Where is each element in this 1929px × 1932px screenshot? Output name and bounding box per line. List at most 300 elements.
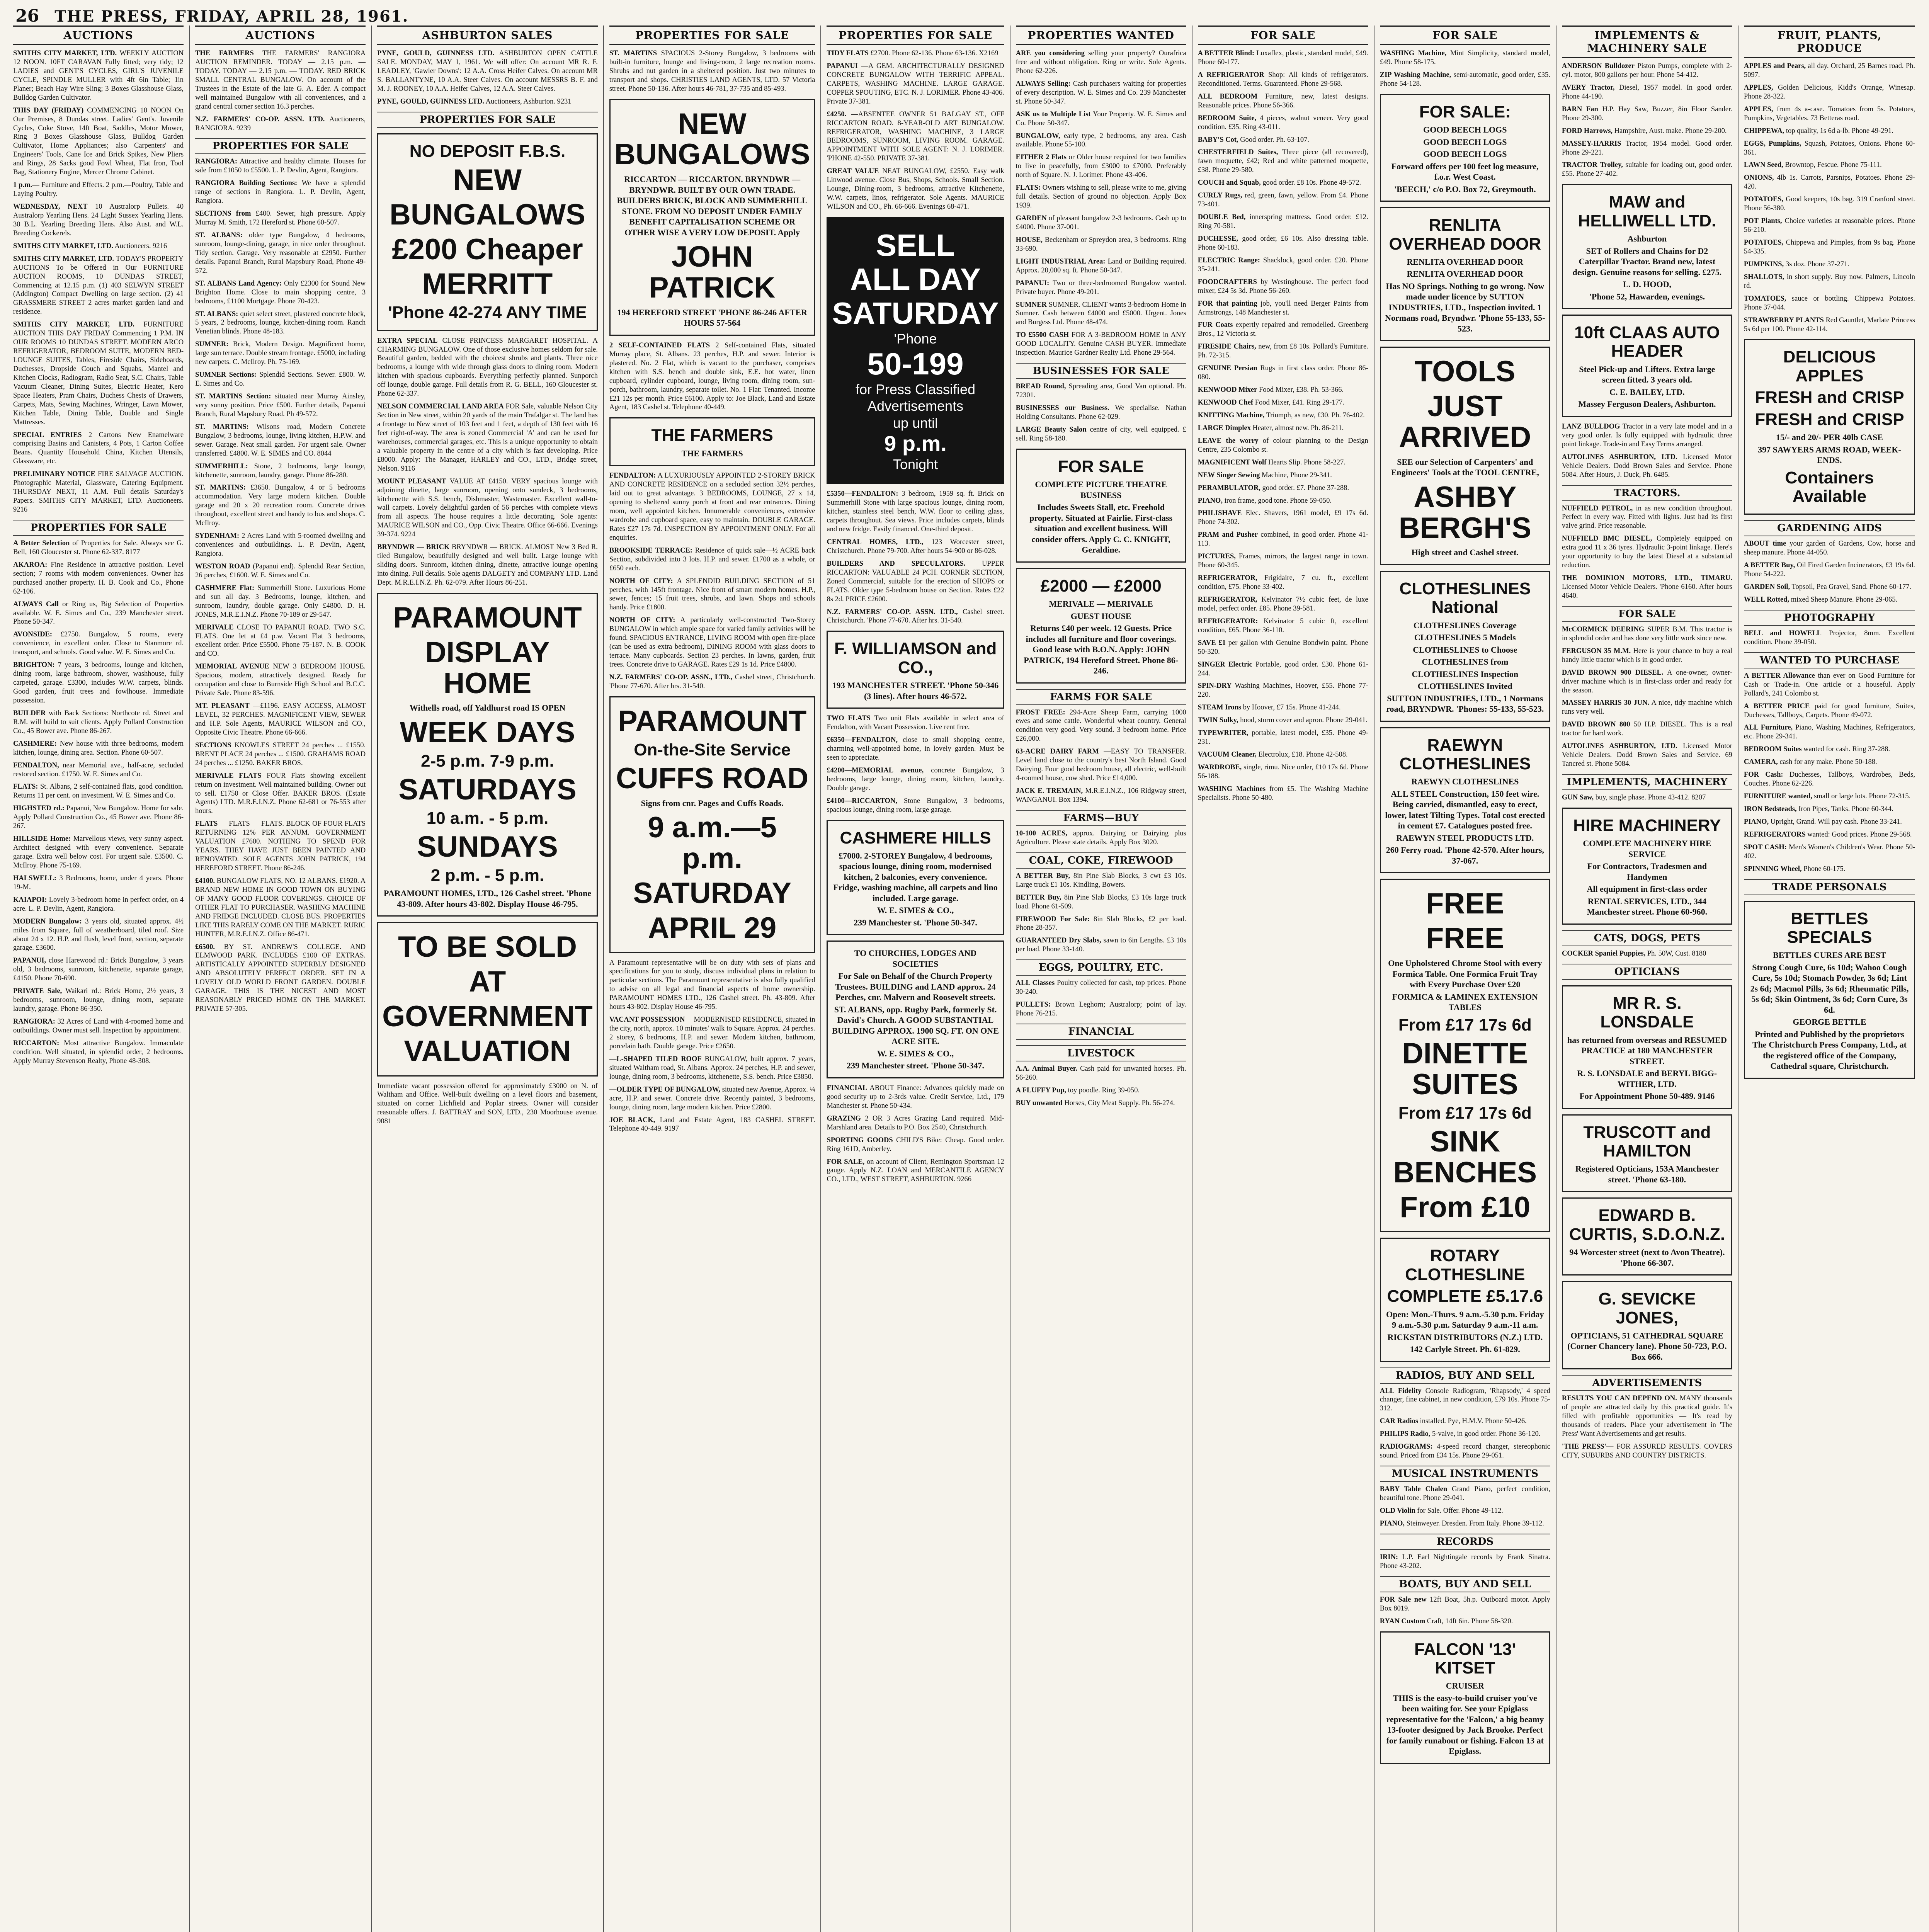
ad-body: Cash purchasers waiting for properties of every description. W. E. Simes and Co. 239 Manchester st. Phone 50-347. bbox=[1016, 80, 1186, 105]
ad-body: New house with three bedrooms, modern kitchen, lounge, dining area. Section. Phone 60-507. bbox=[13, 740, 184, 757]
display-ad-line: RAEWYN CLOTHESLINES bbox=[1411, 777, 1519, 787]
ad-body: by Westinghouse. The perfect food mixer, £24 5s 3d. Phone 56-260. bbox=[1198, 278, 1368, 295]
classified-ad bbox=[609, 1055, 815, 1082]
classified-ad bbox=[1016, 979, 1186, 997]
ad-lead: RANGIORA Building Sections: bbox=[195, 179, 298, 187]
classified-ad bbox=[1562, 139, 1732, 157]
ad-lead: HIGHSTED rd.: bbox=[13, 804, 65, 813]
ad-lead: SPECIAL ENTRIES bbox=[13, 431, 82, 439]
display-ad-line: TRUSCOTT and HAMILTON bbox=[1583, 1122, 1711, 1160]
classified-ad bbox=[1198, 639, 1368, 656]
classified-ad bbox=[1744, 173, 1915, 191]
column-heading: PROPERTIES FOR SALE bbox=[827, 26, 1004, 45]
column-heading: AUCTIONS bbox=[195, 26, 366, 45]
classified-ad bbox=[609, 471, 815, 543]
ad-lead: DAVID BROWN 900 DIESEL. bbox=[1562, 668, 1664, 677]
classified-ad bbox=[13, 106, 184, 177]
display-ad-line: On-the-Site Service bbox=[634, 740, 791, 759]
ad-body: all day. Orchard, 25 Barnes road. Ph. 5097. bbox=[1744, 62, 1915, 79]
classified-ad bbox=[1016, 184, 1186, 210]
ad-lead: ALL Classes bbox=[1016, 979, 1055, 987]
ad-lead: LEAVE the worry bbox=[1198, 437, 1259, 445]
classified-ad bbox=[1562, 453, 1732, 480]
classified-ad bbox=[1016, 382, 1186, 400]
ad-body: Choice varieties at reasonable prices. Phone 56-210. bbox=[1744, 217, 1915, 234]
ad-lead: REFRIGERATORS bbox=[1744, 830, 1806, 838]
ad-body: iron frame, good tone. Phone 59-050. bbox=[1224, 497, 1332, 505]
display-ad-line: FRESH and CRISP bbox=[1755, 388, 1904, 407]
ad-lead: A FLUFFY Pup, bbox=[1016, 1086, 1066, 1094]
ad-lead: —L-SHAPED TILED ROOF bbox=[609, 1055, 702, 1063]
classified-ad bbox=[1016, 829, 1186, 847]
ad-lead: FLATS: bbox=[1016, 184, 1041, 192]
section-heading: FOR SALE bbox=[1562, 606, 1732, 622]
display-ad bbox=[377, 922, 598, 1076]
ad-body: Immediate vacant possession offered for approximately £3000 on N. of Waltham and Office. Well-built dwelling on a level floors and basement, situated on corner Lichfield and Poplar streets. Owner will consider reasonable offers. J. BATTRAY and SON, LTD., 230 Moorhouse avenue. 9081 bbox=[377, 1082, 598, 1126]
display-ad-line: From £17 17s 6d bbox=[1398, 1015, 1532, 1034]
ad-body: toy poodle. Ring 39-050. bbox=[1068, 1086, 1140, 1094]
classified-ad bbox=[827, 766, 1004, 793]
display-ad-line: SATURDAYS bbox=[398, 773, 577, 806]
ad-body: good order, £6 10s. Also dressing table. Phone 60-183. bbox=[1198, 235, 1368, 252]
display-ad-line: NEW BUNGALOWS bbox=[614, 107, 810, 171]
display-ad bbox=[1380, 879, 1550, 1232]
ad-body: —A GEM. ARCHITECTURALLY DESIGNED CONCRETE BUNGALOW WITH TERRIFIC APPEAL. CARPETS, WASHING MACHINE. LARGE GARAGE. COPPER SPOUTING, ETC. N. J. LORIMER. Phone 43-406. Private 37-381. bbox=[827, 62, 1004, 105]
column-heading: FOR SALE bbox=[1380, 26, 1550, 45]
ad-body: suitable for loading out, good order. £55. Phone 27-402. bbox=[1562, 161, 1732, 178]
ad-body: Oil Fired Garden Incinerators, £3 19s 6d. Phone 54-222. bbox=[1744, 561, 1915, 578]
ad-lead: POT Plants, bbox=[1744, 217, 1782, 225]
classified-ad bbox=[827, 608, 1004, 626]
classified-ad bbox=[1562, 105, 1732, 123]
classified-ad bbox=[1562, 647, 1732, 665]
classified-ad bbox=[1198, 437, 1368, 454]
display-ad-line: HIRE MACHINERY bbox=[1573, 816, 1721, 835]
classified-ad bbox=[1198, 342, 1368, 360]
display-ad-line: BETTLES CURES ARE BEST bbox=[1773, 950, 1886, 960]
ad-body: 2 Acres Land with 5-roomed dwelling and conveniences and outbuildings. L. P. Devlin, Agent, Rangiora. bbox=[195, 532, 366, 558]
display-ad-line: 2-5 p.m. 7-9 p.m. bbox=[421, 751, 554, 770]
ad-body: A nice, tidy machine which runs very well. bbox=[1562, 699, 1732, 716]
classified-ad bbox=[1198, 716, 1368, 725]
display-ad-line: F. WILLIAMSON and CO., bbox=[834, 639, 997, 677]
ad-lead: RESULTS YOU CAN DEPEND ON. bbox=[1562, 1395, 1677, 1403]
ad-lead: MERIVALE FLATS bbox=[195, 772, 262, 780]
ad-body: 294-Acre Sheep Farm, carrying 1000 ewes and some cattle. Wonderful wheat country. General condition very good. Very sound. 3 bedroom home. Price £26,000. bbox=[1016, 708, 1186, 743]
classified-ad bbox=[195, 562, 366, 580]
ad-lead: SECTIONS bbox=[195, 741, 231, 749]
display-ad-line: SINK BENCHES bbox=[1393, 1125, 1537, 1189]
ad-body: Furniture, new, latest designs. Reasonable prices. Phone 56-366. bbox=[1198, 92, 1368, 109]
column-col7 bbox=[1192, 26, 1374, 1932]
ad-lead: FOR Sale new bbox=[1380, 1595, 1427, 1604]
section-heading: PROPERTIES FOR SALE bbox=[377, 112, 598, 128]
column-col5 bbox=[821, 26, 1010, 1932]
classified-ad bbox=[13, 987, 184, 1014]
ad-lead: NUFFIELD PETROL, bbox=[1562, 504, 1633, 512]
ad-lead: ALL Fidelity bbox=[1380, 1387, 1422, 1395]
classified-ad bbox=[1744, 161, 1915, 170]
ad-body: £2700. Phone 62-136. Phone 63-136. X2169 bbox=[870, 49, 999, 57]
ad-lead: McCORMICK DEERING bbox=[1562, 625, 1645, 633]
classified-ad bbox=[195, 231, 366, 276]
ad-body: Auctioneers, RANGIORA. 9239 bbox=[195, 115, 366, 132]
ad-body: situated new Avenue, Approx. ¼ acre, H.P. and sewer. Concrete drive. Recently painted, 3 bedrooms, lounge, dining room, large modern kitchen. Price £2800. bbox=[609, 1085, 815, 1111]
ad-lead: ST. MARTINS Section: bbox=[195, 393, 271, 400]
display-ad-line: DELICIOUS APPLES bbox=[1783, 347, 1876, 385]
ad-lead: NELSON COMMERCIAL LAND AREA bbox=[377, 403, 504, 411]
classified-ad bbox=[13, 661, 184, 705]
page-title: THE PRESS, FRIDAY, APRIL 28, 1961. bbox=[54, 7, 409, 26]
ad-lead: CENTRAL HOMES, LTD., bbox=[827, 538, 924, 546]
ad-body: Topsoil, Pea Gravel, Sand. Phone 60-177. bbox=[1791, 583, 1912, 591]
ad-lead: BABY Table Chalen bbox=[1380, 1485, 1448, 1493]
display-ad bbox=[827, 820, 1004, 935]
classified-ad bbox=[1744, 316, 1915, 334]
ad-lead: VACANT POSSESSION bbox=[609, 1016, 685, 1024]
column-col3 bbox=[372, 26, 604, 1932]
display-ad-line: FRESH and CRISP bbox=[1755, 410, 1904, 429]
ad-body: early type, 2 bedrooms, any area. Cash available. Phone 55-100. bbox=[1016, 132, 1186, 149]
display-ad-line: Returns £40 per week. 12 Guests. Price includes all furniture and floor coverings. Good lease with B.O.N. Apply: JOHN PATRICK, 194 Hereford Street. Phone 86-246. bbox=[1024, 623, 1179, 676]
display-ad-line: £2000 — £2000 bbox=[1040, 576, 1162, 595]
classified-ad bbox=[1016, 153, 1186, 180]
ad-body: 7 years, 3 bedrooms, lounge and kitchen, dining room, large bathroom, shower, washhouse, fully carpeted, garage. £3300, includes W.W. carpets, blinds. Good garden, fruit trees and fowlhouse. Immediate possession. bbox=[13, 661, 184, 704]
classified-ad bbox=[1198, 398, 1368, 407]
display-ad-line: Registered Opticians, 153A Manchester street. 'Phone 63-180. bbox=[1575, 1164, 1719, 1184]
ad-lead: N.Z. FARMERS' CO-OP. ASSN., LTD., bbox=[609, 673, 733, 681]
ad-lead: £4100. bbox=[195, 877, 215, 885]
ad-body: Browntop, Fescue. Phone 75-111. bbox=[1785, 161, 1882, 169]
ad-body: 8in Pine Slab Blocks, 3 cwt £3 10s. Large truck £1 10s. Kindling, Bowers. bbox=[1016, 872, 1186, 889]
ad-body: M.R.E.I.N.Z., 106 Ridgway street, WANGANUI. Box 1394. bbox=[1016, 787, 1186, 804]
classified-ad bbox=[1198, 321, 1368, 338]
classified-ad bbox=[195, 310, 366, 337]
ad-body: KNOWLES STREET 24 perches ... £1550. BRENT PLACE 24 perches ... £1500. GRAHAMS ROAD 24 perches ... £1250. BAKER BROS. bbox=[195, 741, 366, 767]
classified-ad bbox=[1198, 574, 1368, 592]
ad-body: from 4s a-case. Tomatoes from 5s. Potatoes, Pumpkins, Vegetables. 73 Betteras road. bbox=[1744, 105, 1915, 122]
classified-ad bbox=[827, 714, 1004, 732]
ad-body: Triumph, as new, £30. Ph. 76-402. bbox=[1266, 411, 1365, 419]
display-ad-line: 239 Manchester st. 'Phone 50-347. bbox=[854, 917, 977, 927]
classified-ad bbox=[1016, 49, 1186, 76]
ad-lead: PIANO, bbox=[1198, 497, 1223, 505]
classified-ad bbox=[1562, 949, 1732, 958]
ad-lead: ST. MARTINS: bbox=[195, 484, 246, 492]
classified-ad bbox=[195, 820, 366, 873]
ad-lead: NORTH OF CITY: bbox=[609, 577, 673, 585]
display-ad-line: MAW and HELLIWELL LTD. bbox=[1578, 192, 1716, 230]
ad-body: A one-owner, owner-driver machine which is in first-class order and ready for the season. bbox=[1562, 668, 1732, 694]
column-heading: AUCTIONS bbox=[13, 26, 184, 45]
ad-body: Projector, 8mm. Excellent condition. Phone 39-050. bbox=[1744, 629, 1915, 646]
ad-body: Upright, Grand. Will pay cash. Phone 33-241. bbox=[1770, 818, 1902, 826]
classified-ad bbox=[13, 782, 184, 800]
ad-lead: PHILIPS Radio, bbox=[1380, 1430, 1431, 1438]
ad-lead: 10-100 ACRES, bbox=[1016, 829, 1068, 837]
ad-lead: BRYNDWR — BRICK bbox=[377, 543, 450, 551]
classified-ad bbox=[13, 709, 184, 736]
display-ad-line: VALUATION bbox=[404, 1034, 571, 1068]
column-col10 bbox=[1738, 26, 1920, 1932]
column-col2 bbox=[190, 26, 372, 1932]
display-ad bbox=[1562, 808, 1732, 925]
classified-ad bbox=[1744, 217, 1915, 235]
display-ad-line: JOHN PATRICK bbox=[649, 240, 776, 304]
classified-ad bbox=[1016, 236, 1186, 253]
classified-ad bbox=[13, 761, 184, 779]
ad-body: on account of Client, Remington Sportsman 12 gauge. Apply N.Z. LOAN and MERCANTILE AGENCY CO., LTD., WEST STREET, ASHBURTON. 9266 bbox=[827, 1158, 1004, 1184]
classified-ad bbox=[1744, 865, 1915, 874]
ad-body: Poultry collected for cash, top prices. Phone 30-240. bbox=[1016, 979, 1186, 996]
ad-body: BUNGALOW FLATS, NO. 12 ALBANS. £1920. A BRAND NEW HOME IN GOOD TOWN ON BUYING OF MANY GOOD FLOOR COVERINGS. CHOICE OF OTHER FLAT TO PURCHASER. WASHING MACHINE AND FRIDGE INCLUDED. CLOSE BUS. PROPERTIES LIKE THIS RARELY COME ON THE MARKET. RURIC HUNTER, M.R.E.I.N.Z. Office 86-471. bbox=[195, 877, 366, 938]
classified-ad bbox=[1380, 1485, 1550, 1503]
ad-body: £2750. Bungalow, 5 rooms, every convenience, in excellent order. Close to Stanmore rd. transport, and schools. Good value. W. E. Simes and Co. bbox=[13, 631, 184, 656]
classified-ad bbox=[827, 797, 1004, 815]
ad-lead: PIANO, bbox=[1744, 818, 1769, 826]
display-ad-line: for Press Classified Advertisements bbox=[855, 381, 976, 414]
ad-lead: BRIGHTON: bbox=[13, 661, 55, 669]
ad-body: Iron Pipes, Tanks. Phone 60-344. bbox=[1798, 805, 1893, 813]
columns bbox=[8, 26, 1920, 1932]
ad-lead: WESTON ROAD bbox=[195, 562, 250, 570]
ad-lead: AUTOLINES ASHBURTON, LTD. bbox=[1562, 742, 1677, 750]
ad-body: Stone, 2 bedrooms, large lounge, kitchenette, sunroom, laundry, garage. Phone 86-280. bbox=[195, 462, 366, 479]
column-heading: FOR SALE bbox=[1198, 26, 1368, 45]
display-ad-line: Withells road, off Yaldhurst road IS OPEN bbox=[409, 703, 566, 713]
ad-lead: GUARANTEED Dry Slabs, bbox=[1016, 937, 1101, 945]
classified-ad bbox=[1380, 1595, 1550, 1613]
display-ad-line: High street and Cashel street. bbox=[1411, 548, 1519, 558]
column-col4 bbox=[604, 26, 822, 1932]
classified-ad bbox=[1380, 1507, 1550, 1515]
display-ad bbox=[1562, 184, 1732, 309]
display-ad-line: FOR SALE bbox=[1058, 457, 1144, 476]
classified-ad bbox=[13, 1039, 184, 1066]
display-ad-line: FREE bbox=[1425, 922, 1504, 955]
ad-body: semi-automatic, good order, £35. Phone 54-128. bbox=[1380, 71, 1550, 88]
display-ad-line: COMPLETE PICTURE THEATRE BUSINESS bbox=[1035, 480, 1167, 500]
ad-body: 2 OR 3 Acres Grazing Land required. Mid-Marshland area. Details to P.O. Box 2540, Christchurch. bbox=[827, 1114, 1004, 1131]
ad-body: Cashel street, Christchurch. 'Phone 77-670. After hrs. 31-540. bbox=[609, 673, 815, 690]
ad-body: ABOUT Finance: Advances quickly made on good security up to 2-3rds value. Credit Service, Ltd., 179 Manchester st. Phone 50-434. bbox=[827, 1084, 1004, 1110]
classified-ad bbox=[1016, 747, 1186, 783]
classified-ad bbox=[1198, 750, 1368, 759]
ad-lead: STEAM Irons bbox=[1198, 704, 1241, 712]
ad-body: Piston Pumps, complete with 2-cyl. motor, 800 gallons per hour. Phone 54-412. bbox=[1562, 62, 1732, 79]
classified-ad bbox=[377, 543, 598, 587]
classified-ad bbox=[1744, 758, 1915, 767]
classified-ad bbox=[195, 49, 366, 111]
ad-lead: TWO FLATS bbox=[827, 714, 871, 723]
classified-ad bbox=[13, 561, 184, 596]
ad-lead: 2 SELF-CONTAINED FLATS bbox=[609, 341, 710, 349]
display-ad-line: MERIVALE — MERIVALE bbox=[1049, 599, 1153, 609]
display-ad-line: Containers Available bbox=[1785, 468, 1874, 506]
display-ad-line: TO CHURCHES, LODGES AND SOCIETIES bbox=[854, 948, 977, 969]
classified-ad bbox=[1744, 294, 1915, 312]
ad-lead: SINGER Electric bbox=[1198, 660, 1252, 668]
classified-ad bbox=[1380, 49, 1550, 67]
display-ad-line: 260 Ferry road. 'Phone 42-570. After hours, 37-067. bbox=[1386, 845, 1544, 866]
classified-ad bbox=[827, 1136, 1004, 1154]
section-heading: CATS, DOGS, PETS bbox=[1562, 930, 1732, 946]
ad-body: buy, single phase. Phone 43-412. 8207 bbox=[1595, 794, 1706, 801]
display-ad-line: SEE our Selection of Carpenters' and Engineers' Tools at the TOOL CENTRE, bbox=[1391, 457, 1539, 478]
display-ad-line: £200 Cheaper bbox=[392, 233, 583, 266]
ad-body: per gallon with Genuine Bondwin paint. Phone 50-320. bbox=[1198, 639, 1368, 656]
ad-lead: A BETTER Allowance bbox=[1744, 672, 1815, 680]
ad-body: Waikari rd.: Brick Home, 2½ years, 3 bedrooms, sunroom, lounge, dining room, separate laundry, garage. Phone 86-350. bbox=[13, 987, 184, 1013]
ad-body: Good order. Ph. 63-107. bbox=[1240, 136, 1310, 144]
classified-ad bbox=[13, 835, 184, 870]
ad-lead: 'THE PRESS'— bbox=[1562, 1443, 1614, 1451]
section-heading: FARMS FOR SALE bbox=[1016, 689, 1186, 705]
display-ad-line: For Sale on Behalf of the Church Property Trustees. BUILDING and LAND approx. 24 Perches, cnr. Malvern and Roosevelt streets. bbox=[835, 971, 996, 1002]
ad-body: Console Radiogram, 'Rhapsody,' 4 speed changer, fine cabinet, in new condition, £79 10s. Phone 75-312. bbox=[1380, 1387, 1550, 1413]
display-ad bbox=[1380, 94, 1550, 202]
classified-ad bbox=[609, 341, 815, 412]
ad-body: SUPER B.M. This tractor is in splendid order and has done very little work since new. bbox=[1562, 625, 1732, 642]
display-ad bbox=[1380, 571, 1550, 722]
classified-ad bbox=[827, 49, 1004, 58]
ad-lead: FROST FREE: bbox=[1016, 708, 1065, 716]
ad-body: —EASY TO TRANSFER. Level land close to the country's best North Island. Good Dairying. Four good bedroom house, all electric, well-built 4-roomed house, cow shed. Price £14,000. bbox=[1016, 748, 1186, 782]
classified-ad bbox=[1016, 132, 1186, 150]
ad-body: Spreading area, Good Van optional. Ph. 72301. bbox=[1016, 383, 1186, 400]
ad-body: Shacklock, good order. £20. Phone 35-241. bbox=[1198, 256, 1368, 273]
classified-ad bbox=[1380, 1430, 1550, 1439]
ad-body: or Ring us, Big Selection of Properties available. W. E. Simes and Co., 239 Manchester street. Phone 50-347. bbox=[13, 600, 184, 626]
ad-lead: —OLDER TYPE OF BUNGALOW, bbox=[609, 1085, 721, 1094]
section-heading: RECORDS bbox=[1380, 1534, 1550, 1550]
classified-ad bbox=[1380, 1553, 1550, 1571]
ad-body: Stone Bungalow, 3 bedrooms, spacious lounge, dining room, large garage. bbox=[827, 797, 1004, 814]
ad-lead: BELL and HOWELL bbox=[1744, 629, 1822, 637]
classified-ad bbox=[13, 804, 184, 831]
display-ad-line: 'BEECH,' c/o P.O. Box 72, Greymouth. bbox=[1394, 184, 1536, 194]
classified-ad bbox=[1016, 80, 1186, 106]
classified-ad bbox=[13, 740, 184, 757]
ad-body: good order. £7. Phone 37-288. bbox=[1262, 484, 1349, 492]
classified-ad bbox=[1744, 105, 1915, 123]
ad-lead: COUCH and Squab, bbox=[1198, 179, 1261, 187]
ad-body: TODAY'S PROPERTY AUCTIONS To be Offered in Our FURNITURE AUCTION ROOMS, 10 DUNDAS STREET, Commencing at 12.15 p.m. (1) 403 SELWYN STREET (Addington) Compact Dwelling on large section. (2) 41 GRASSMERE STREET 2 acres market garden land and residence. bbox=[13, 255, 184, 316]
ad-lead: NORTH OF CITY: bbox=[609, 616, 675, 624]
ad-lead: SPORTING GOODS bbox=[827, 1136, 893, 1144]
display-ad-line: BETTLES SPECIALS bbox=[1787, 909, 1872, 947]
ad-lead: PRIVATE Sale, bbox=[13, 987, 62, 995]
ad-body: 3 years old, situated approx. 4½ miles from Square, full of weatherboard, tiled roof. Size about 24 x 12. H.P. and flush, level front, section, separate garage. £3600. bbox=[13, 917, 184, 952]
classified-ad bbox=[1198, 179, 1368, 187]
ad-body: 12ft Boat, 5h.p. Outboard motor. Apply Box 8019. bbox=[1380, 1595, 1550, 1612]
ad-body: Licensed Motor Vehicle Dealers. 'Phone 6160. After hours 4640. bbox=[1562, 583, 1732, 600]
display-ad-line: RAEWYN STEEL PRODUCTS LTD. bbox=[1396, 833, 1534, 843]
ad-body: 8in Pine Slab Blocks, £3 10s large truck load. Phone 61-509. bbox=[1016, 893, 1186, 910]
display-ad-line: DISPLAY HOME bbox=[425, 636, 550, 700]
ad-lead: HOUSE, bbox=[1016, 236, 1043, 244]
display-ad bbox=[1562, 1114, 1732, 1192]
ad-body: in as new condition throughout. Perfect in every way. Fitted with lights. Just had its first valve grind. Price reasonable. bbox=[1562, 504, 1732, 530]
ad-lead: TOMATOES, bbox=[1744, 294, 1786, 303]
ad-body: 10 Australorp Pullets. 40 Australorp Yearling Hens. 24 Light Sussex Yearling Hens. 30 B.L. Yearling Breeding Hens. Also Aust. and W.L. Breeding Cockerels. bbox=[13, 203, 184, 237]
display-ad bbox=[1562, 315, 1732, 417]
classified-ad bbox=[195, 702, 366, 737]
ad-body: £400. Sewer, high pressure. Apply Murray M. Smith, 172 Hereford st. Phone 60-507. bbox=[195, 210, 366, 227]
ad-body: Splendid Sections. Sewer. £800. W. E. Simes and Co. bbox=[195, 371, 366, 388]
ad-lead: SMITHS CITY MARKET, LTD. bbox=[13, 255, 114, 263]
ad-body: BY ST. ANDREW'S COLLEGE. AND ELMWOOD PARK. INCLUDES £100 OF EXTRAS. ARTISTICALLY APPOINTED SUPERBLY DESIGNED AND ABSOLUTELY PERFECT ORDER. SET IN A LOVELY OLD WORLD FRONT GARDEN. DOUBLE GARAGE. THIS IS THE NICEST AND MOST REASONABLY PRICED HOME ON THE MARKET. PRIVATE 57-305. bbox=[195, 943, 366, 1013]
classified-ad bbox=[1380, 1617, 1550, 1626]
classified-ad bbox=[1016, 425, 1186, 443]
classified-ad bbox=[1016, 787, 1186, 804]
classified-ad bbox=[1380, 1417, 1550, 1426]
ad-body: Elec. Shavers, 1961 model, £9 17s 6d. Phone 74-302. bbox=[1198, 509, 1368, 526]
ad-lead: TRACTOR Trolley, bbox=[1562, 161, 1623, 169]
ad-lead: LARGE Beauty Salon bbox=[1016, 425, 1087, 434]
display-ad-line: From £17 17s 6d bbox=[1398, 1103, 1532, 1122]
classified-ad bbox=[1562, 625, 1732, 643]
ad-body: FOR ASSURED RESULTS. COVERS CITY, SUBURBS AND COUNTRY DISTRICTS. bbox=[1562, 1443, 1732, 1460]
ad-body: COMMENCING 10 NOON On Our Premises, 8 Dundas street. Ladies' Gent's. Juvenile Cycles, Coke Stove, 14ft Boat, Saddles, Motor Mower, Ring 3 Boxes Glasshouse Glass, Bulldog Garden Cultivator, Home Appliances; also Carpenters' and Engineers' Tools, Cane Ice and Brick Spikes, New Pliers and Rings, 28 Sacks good Fowl Wheat, Flat Iron, Tool Bag, Stationery Engine, Mercer Chrome Cabinet. bbox=[13, 106, 184, 177]
ad-body: Land and Estate Agent, 183 CASHEL STREET. Telephone 40-449. 9197 bbox=[609, 1116, 815, 1133]
ad-body: Golden Delicious, Kidd's Orange, Winesap. Phone 28-322. bbox=[1744, 83, 1915, 100]
display-ad-line: ASHBY BERGH'S bbox=[1398, 480, 1531, 544]
ad-body: expertly repaired and remodelled. Greenberg Bros., 12 Victoria st. bbox=[1198, 321, 1368, 338]
classified-ad bbox=[195, 279, 366, 306]
classified-ad bbox=[1198, 595, 1368, 613]
ad-body: Land or Building required. Approx. 20,000 sq. ft. Phone 50-347. bbox=[1016, 257, 1186, 274]
ad-lead: MOUNT PLEASANT bbox=[377, 477, 446, 485]
ad-lead: GRAZING bbox=[827, 1114, 861, 1122]
display-ad-line: has returned from overseas and RESUMED PRACTICE at 180 MANCHESTER STREET. bbox=[1567, 1035, 1727, 1066]
ad-body: Phone 60-175. bbox=[1803, 865, 1846, 873]
section-heading: EGGS, POULTRY, ETC. bbox=[1016, 959, 1186, 976]
display-ad bbox=[1562, 985, 1732, 1109]
ad-lead: PHILISHAVE bbox=[1198, 509, 1242, 517]
masthead bbox=[15, 6, 409, 26]
ad-body: Cash paid for unwanted horses. Ph. 56-260. bbox=[1016, 1065, 1186, 1082]
classified-ad bbox=[13, 49, 184, 102]
classified-ad bbox=[377, 1082, 598, 1126]
classified-ad bbox=[195, 179, 366, 206]
classified-ad bbox=[1198, 703, 1368, 712]
ad-body: A particularly well-constructed Two-Storey BUNGALOW in which ample space for varied family activities will be found. SPACIOUS ENTRANCE, LIVING ROOM with open fire-place (can be used as extra bedroom), DINING ROOM with glass doors to terrace. Many cupboards. Section 23 perches. In lawns, garden, fruit trees. Concrete drive to GARAGE. Rates £29 1s 1d. Price £4800. bbox=[609, 616, 815, 669]
section-heading: WANTED TO PURCHASE bbox=[1744, 652, 1915, 668]
ad-body: portable, latest model, £35. Phone 49-231. bbox=[1198, 729, 1368, 746]
classified-ad bbox=[827, 167, 1004, 211]
classified-ad bbox=[827, 490, 1004, 534]
ad-lead: GARDEN Soil, bbox=[1744, 583, 1790, 591]
section-heading: PROPERTIES FOR SALE bbox=[195, 138, 366, 154]
ad-lead: FIREWOOD For Sale: bbox=[1016, 915, 1090, 923]
ad-body: paid for good furniture, Suites, Duchesses, Tallboys, Carpets. Phone 49-072. bbox=[1744, 702, 1915, 719]
classified-ad bbox=[1562, 422, 1732, 449]
classified-ad bbox=[1562, 742, 1732, 769]
classified-ad bbox=[1016, 301, 1186, 327]
ad-body: than ever on Good Furniture for Cash or Trade-in. One article or a houseful. Apply Pollard's, 241 Colombo st. bbox=[1744, 672, 1915, 697]
classified-ad bbox=[195, 115, 366, 133]
classified-ad bbox=[1562, 504, 1732, 531]
classified-ad bbox=[1198, 92, 1368, 110]
ad-body: Frigidaire, 7 cu. ft., excellent condition, £75. Phone 33-402. bbox=[1198, 574, 1368, 591]
ad-body: Steinweyer. Dresden. From Italy. Phone 39-112. bbox=[1406, 1519, 1544, 1527]
display-ad-line: BUNGALOWS bbox=[390, 198, 585, 231]
ad-lead: FOR SALE, bbox=[827, 1158, 865, 1166]
ad-lead: FURNITURE wanted, bbox=[1744, 793, 1812, 801]
display-ad-line: L. D. HOOD, bbox=[1623, 279, 1672, 289]
classified-ad bbox=[195, 462, 366, 480]
